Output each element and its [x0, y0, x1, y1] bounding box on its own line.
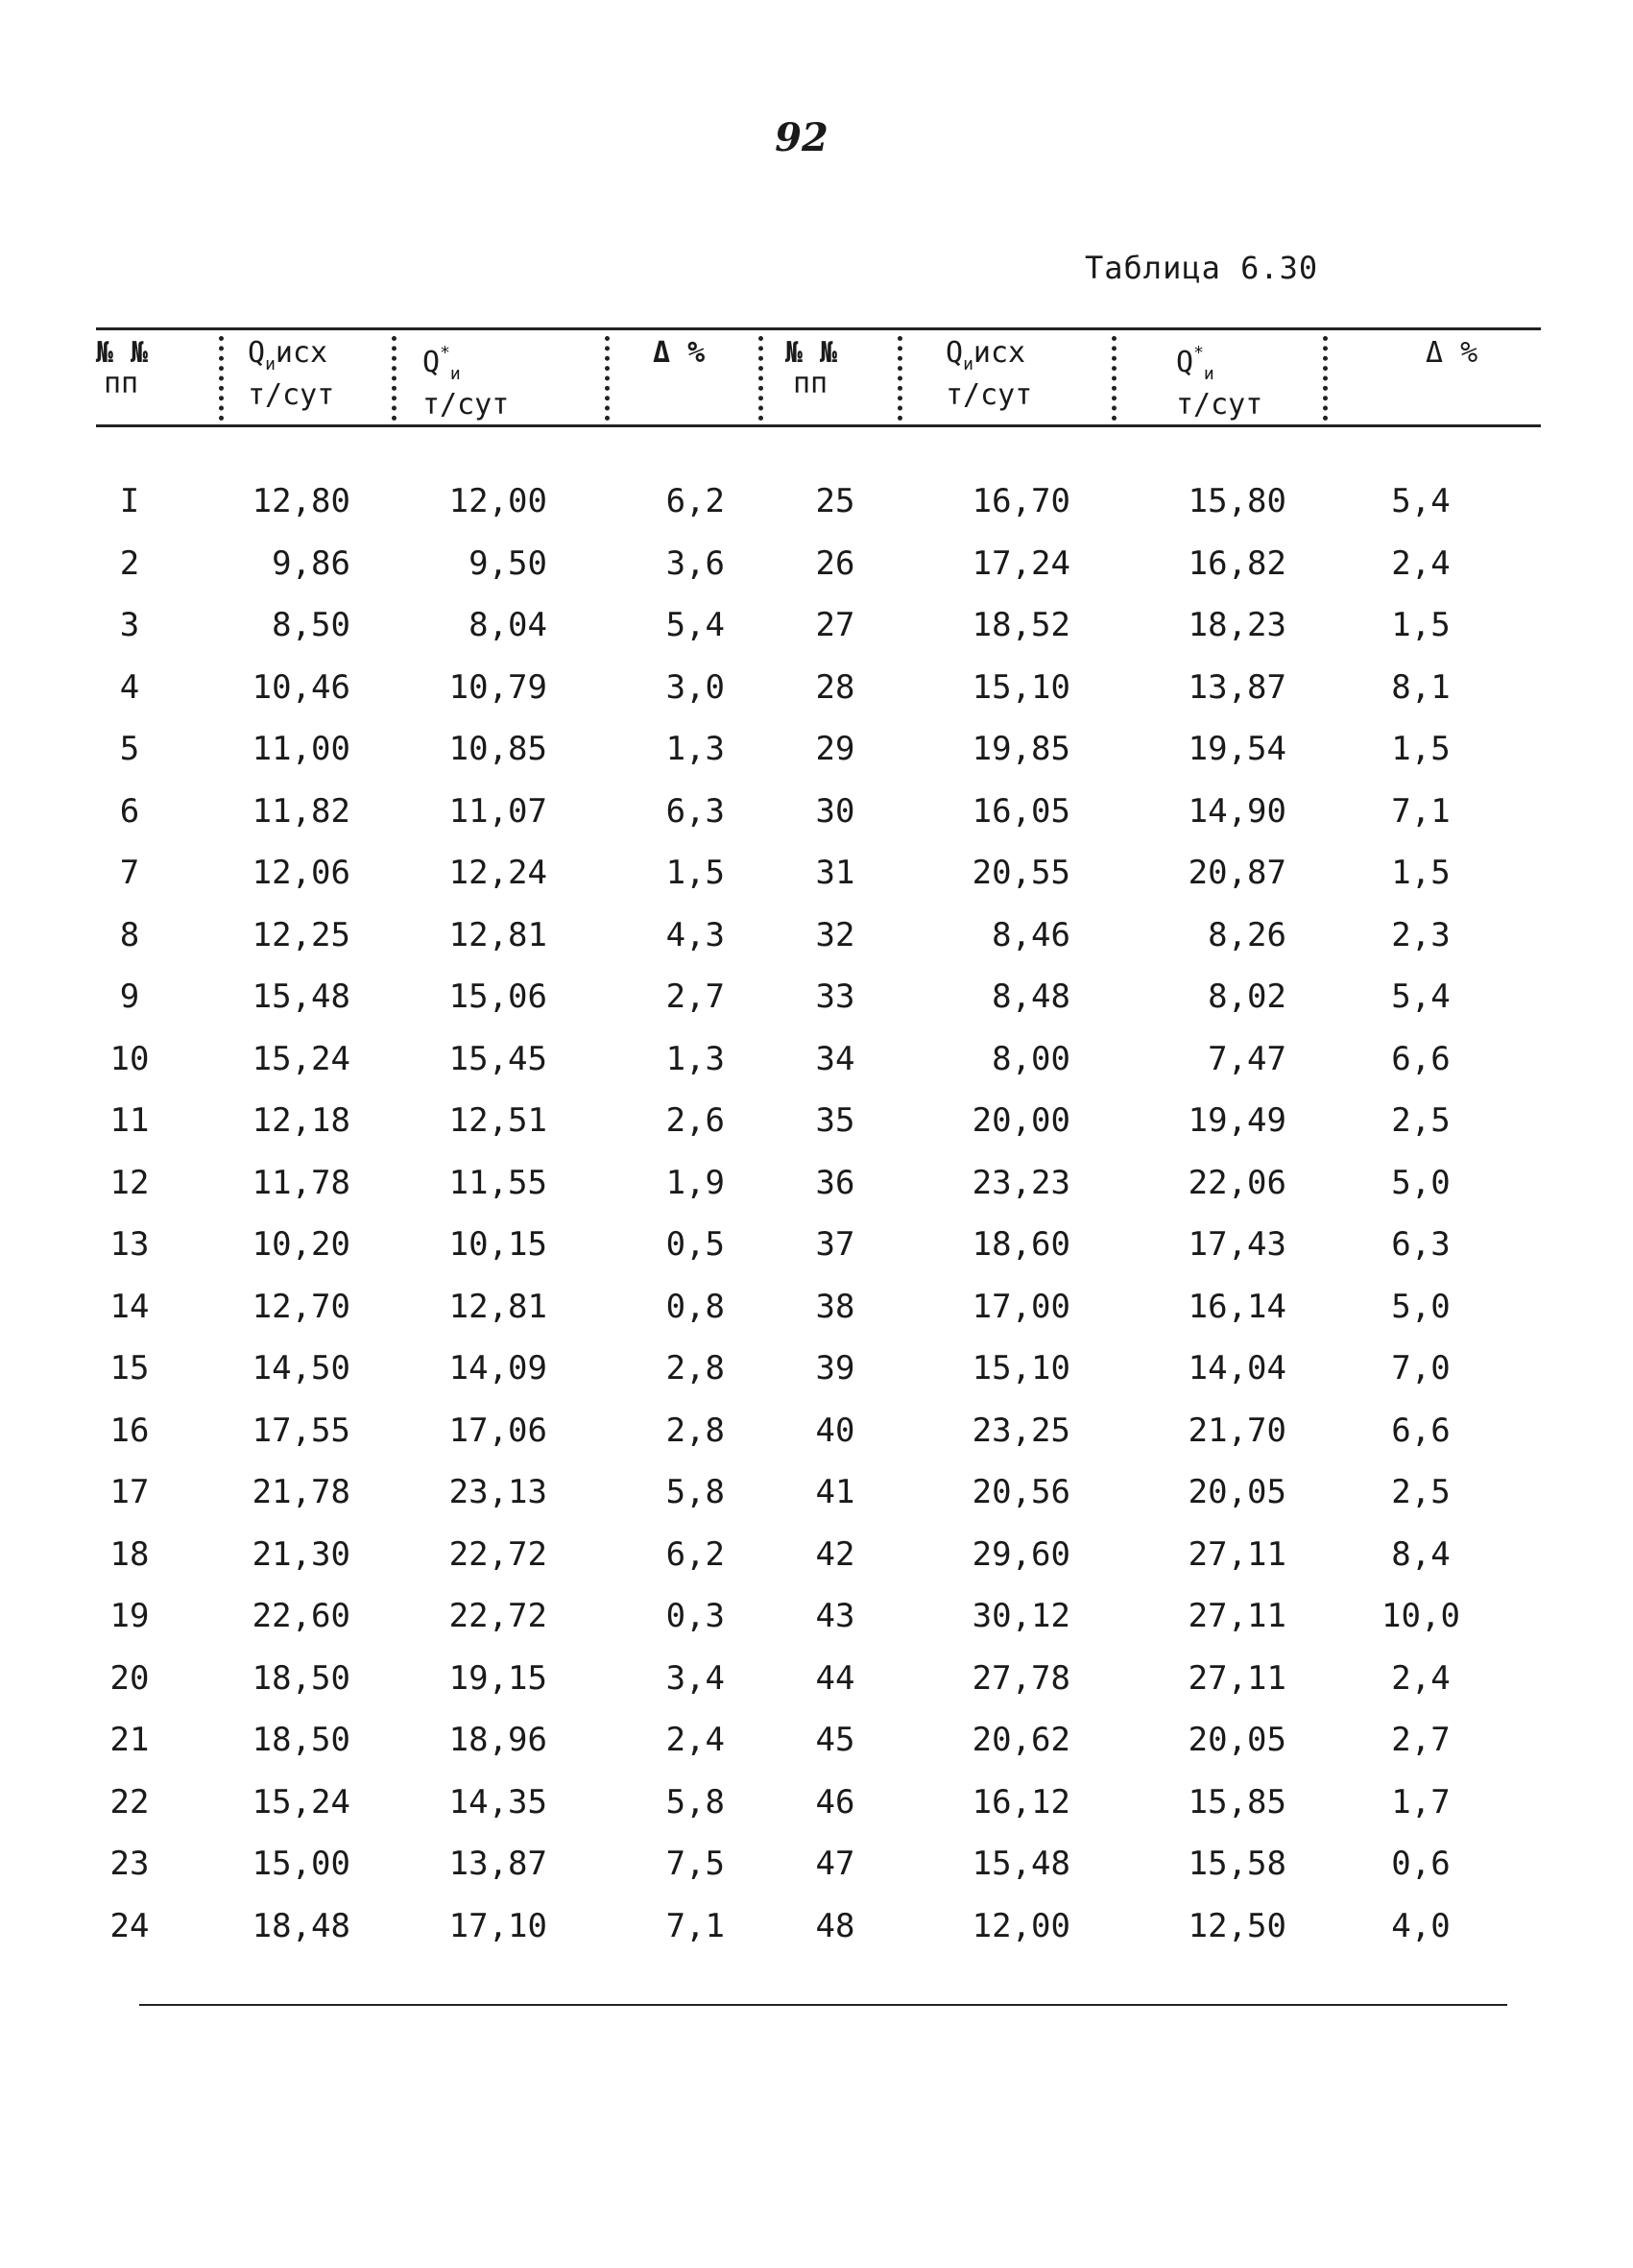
cell-q-star: 20,87 — [1188, 854, 1286, 892]
cell-row-number: 4 — [119, 667, 140, 707]
cell-q-initial: 29,60 — [972, 1534, 1070, 1574]
cell-q-initial: 20,56 — [972, 1473, 1070, 1511]
cell-q-initial: 23,25 — [972, 1411, 1070, 1450]
cell-row-number: 28 — [815, 667, 855, 707]
cell-row-number: I — [119, 482, 140, 520]
cell-row-number: 16 — [109, 1411, 150, 1450]
cell-delta: 1,9 — [665, 1163, 725, 1202]
table-row — [0, 852, 1633, 914]
cell-delta: 6,2 — [665, 1534, 725, 1574]
cell-row-number: 23 — [109, 1845, 150, 1883]
cell-delta: 5,8 — [665, 1473, 725, 1511]
table-body — [0, 480, 1633, 1966]
cell-row-number: 47 — [815, 1845, 855, 1883]
cell-row-number: 15 — [109, 1349, 150, 1387]
cell-delta: 10,0 — [1381, 1597, 1460, 1635]
cell-delta: 2,7 — [1391, 1721, 1451, 1759]
header-separator — [605, 336, 610, 421]
cell-row-number: 37 — [815, 1225, 855, 1264]
header-qs-sup: * — [1193, 343, 1204, 363]
cell-q-initial: 14,50 — [252, 1349, 350, 1387]
cell-delta: 8,4 — [1391, 1534, 1451, 1574]
cell-q-star: 27,11 — [1188, 1534, 1286, 1574]
header-q-star-right — [1176, 338, 1262, 421]
cell-q-star: 14,09 — [448, 1349, 547, 1387]
cell-q-star: 11,07 — [448, 791, 547, 831]
cell-row-number: 31 — [815, 854, 855, 892]
cell-row-number: 41 — [815, 1473, 855, 1511]
cell-row-number: 36 — [815, 1163, 855, 1202]
cell-q-initial: 18,50 — [252, 1658, 350, 1698]
cell-q-star: 27,11 — [1188, 1658, 1286, 1698]
header-q-ish-left — [248, 338, 334, 411]
cell-q-star: 22,06 — [1188, 1163, 1286, 1202]
cell-q-star: 17,10 — [448, 1906, 547, 1945]
table-row — [0, 604, 1633, 666]
header-q-unit: т/сут — [248, 378, 335, 412]
cell-q-star: 12,00 — [448, 482, 547, 520]
cell-q-initial: 21,30 — [252, 1534, 350, 1574]
cell-delta: 1,3 — [665, 730, 725, 768]
cell-q-star: 13,87 — [448, 1845, 547, 1883]
cell-row-number: 8 — [119, 915, 140, 954]
cell-q-star: 18,23 — [1188, 606, 1286, 644]
cell-q-initial: 22,60 — [252, 1597, 350, 1635]
cell-delta: 5,0 — [1391, 1287, 1451, 1326]
header-q-tail: исх — [973, 336, 1026, 370]
table-bottom-rule — [139, 2004, 1507, 2006]
cell-delta: 0,3 — [665, 1597, 725, 1635]
cell-delta: 7,5 — [665, 1845, 725, 1883]
cell-row-number: 9 — [119, 977, 140, 1016]
table-row — [0, 1905, 1633, 1967]
header-q-sub: и — [265, 354, 276, 374]
cell-row-number: 3 — [119, 606, 140, 644]
cell-q-star: 12,81 — [448, 1287, 547, 1326]
cell-q-initial: 20,00 — [972, 1101, 1070, 1140]
cell-q-star: 11,55 — [448, 1163, 547, 1202]
cell-q-initial: 15,24 — [252, 1782, 350, 1822]
cell-q-initial: 20,62 — [972, 1721, 1070, 1759]
header-delta-left — [653, 338, 705, 369]
cell-delta: 5,4 — [665, 606, 725, 644]
header-qs-symbol: Q — [422, 346, 441, 379]
cell-row-number: 38 — [815, 1287, 855, 1326]
cell-q-initial: 12,80 — [252, 482, 350, 520]
cell-delta: 8,1 — [1391, 667, 1451, 707]
table-row — [0, 1162, 1633, 1224]
cell-delta: 2,6 — [665, 1101, 725, 1140]
cell-row-number: 21 — [109, 1721, 150, 1759]
cell-q-initial: 8,48 — [992, 977, 1070, 1016]
cell-q-star: 9,50 — [468, 543, 547, 583]
header-delta-label: Δ % — [653, 336, 706, 370]
cell-delta: 7,1 — [1391, 791, 1451, 831]
cell-row-number: 11 — [109, 1101, 150, 1140]
cell-q-star: 16,82 — [1188, 543, 1286, 583]
cell-delta: 6,6 — [1391, 1411, 1451, 1450]
cell-q-initial: 8,50 — [272, 606, 350, 644]
cell-row-number: 17 — [109, 1473, 150, 1511]
header-separator — [758, 336, 763, 421]
header-qs-sup: * — [440, 343, 450, 363]
cell-row-number: 18 — [109, 1534, 150, 1574]
cell-delta: 0,6 — [1391, 1845, 1451, 1883]
cell-q-star: 15,58 — [1188, 1845, 1286, 1883]
cell-delta: 2,8 — [665, 1349, 725, 1387]
header-qs-symbol: Q — [1176, 346, 1194, 379]
cell-delta: 4,3 — [665, 915, 725, 954]
header-qs-sub: и — [1203, 364, 1214, 384]
cell-q-star: 10,15 — [448, 1225, 547, 1264]
cell-q-star: 19,54 — [1188, 730, 1286, 768]
cell-q-star: 12,81 — [448, 915, 547, 954]
cell-delta: 3,6 — [665, 543, 725, 583]
table-row — [0, 1719, 1633, 1781]
cell-delta: 2,3 — [1391, 915, 1451, 954]
cell-q-star: 19,15 — [448, 1658, 547, 1698]
cell-q-initial: 30,12 — [972, 1597, 1070, 1635]
cell-q-star: 18,96 — [448, 1721, 547, 1759]
cell-delta: 1,5 — [1391, 854, 1451, 892]
header-delta-label: Δ % — [1426, 336, 1478, 370]
cell-delta: 2,8 — [665, 1411, 725, 1450]
header-separator — [1112, 336, 1117, 421]
cell-q-star: 8,02 — [1208, 977, 1286, 1016]
cell-q-initial: 8,46 — [992, 915, 1070, 954]
cell-q-star: 14,35 — [448, 1782, 547, 1822]
cell-delta: 1,5 — [1391, 606, 1451, 644]
cell-q-star: 22,72 — [448, 1534, 547, 1574]
cell-row-number: 35 — [815, 1101, 855, 1140]
cell-q-star: 12,50 — [1188, 1906, 1286, 1945]
table-row — [0, 1471, 1633, 1533]
table-row — [0, 1595, 1633, 1657]
cell-delta: 7,1 — [665, 1906, 725, 1945]
cell-row-number: 27 — [815, 606, 855, 644]
cell-row-number: 42 — [815, 1534, 855, 1574]
cell-q-initial: 16,12 — [972, 1782, 1070, 1822]
cell-q-star: 20,05 — [1188, 1721, 1286, 1759]
cell-q-star: 23,13 — [448, 1473, 547, 1511]
cell-q-initial: 18,52 — [972, 606, 1070, 644]
header-q-unit: т/сут — [946, 378, 1033, 412]
cell-q-initial: 17,24 — [972, 543, 1070, 583]
cell-delta: 4,0 — [1391, 1906, 1451, 1945]
cell-q-initial: 15,48 — [252, 977, 350, 1016]
header-separator — [392, 336, 396, 421]
cell-q-star: 15,85 — [1188, 1782, 1286, 1822]
header-num-label: пп — [793, 367, 829, 400]
cell-q-star: 14,04 — [1188, 1349, 1286, 1387]
cell-row-number: 24 — [109, 1906, 150, 1945]
cell-row-number: 40 — [815, 1411, 855, 1450]
cell-row-number: 33 — [815, 977, 855, 1016]
table-row — [0, 976, 1633, 1038]
header-qs-sub: и — [449, 364, 461, 384]
cell-q-initial: 15,10 — [972, 1349, 1070, 1387]
cell-row-number: 25 — [815, 482, 855, 520]
table-row — [0, 1038, 1633, 1100]
table-row — [0, 1286, 1633, 1348]
cell-q-initial: 18,60 — [972, 1225, 1070, 1264]
cell-delta: 0,5 — [665, 1225, 725, 1264]
cell-delta: 3,0 — [665, 667, 725, 707]
cell-row-number: 10 — [109, 1039, 150, 1078]
cell-q-star: 10,79 — [448, 667, 547, 707]
cell-q-initial: 17,00 — [972, 1287, 1070, 1326]
cell-delta: 1,5 — [665, 854, 725, 892]
cell-q-star: 14,90 — [1188, 791, 1286, 831]
cell-q-initial: 15,48 — [972, 1845, 1070, 1883]
table-row — [0, 1533, 1633, 1596]
table-header-rule — [96, 424, 1541, 427]
cell-q-initial: 16,05 — [972, 791, 1070, 831]
cell-delta: 2,5 — [1391, 1473, 1451, 1511]
cell-q-star: 10,85 — [448, 730, 547, 768]
cell-q-star: 8,26 — [1208, 915, 1286, 954]
header-qs-unit: т/сут — [1176, 388, 1263, 422]
cell-q-star: 8,04 — [468, 606, 547, 644]
table-row — [0, 1410, 1633, 1472]
cell-row-number: 13 — [109, 1225, 150, 1264]
cell-row-number: 45 — [815, 1721, 855, 1759]
cell-q-initial: 20,55 — [972, 854, 1070, 892]
cell-q-initial: 12,70 — [252, 1287, 350, 1326]
table-row — [0, 790, 1633, 853]
cell-q-star: 16,14 — [1188, 1287, 1286, 1326]
table-row — [0, 1781, 1633, 1844]
cell-q-initial: 17,55 — [252, 1411, 350, 1450]
cell-row-number: 12 — [109, 1163, 150, 1202]
header-num-left — [96, 338, 148, 399]
table-row — [0, 1099, 1633, 1162]
cell-q-star: 21,70 — [1188, 1411, 1286, 1450]
cell-delta: 2,4 — [1391, 1658, 1451, 1698]
cell-q-star: 15,06 — [448, 977, 547, 1016]
cell-q-initial: 19,85 — [972, 730, 1070, 768]
table-row — [0, 728, 1633, 790]
cell-row-number: 22 — [109, 1782, 150, 1822]
cell-q-star: 20,05 — [1188, 1473, 1286, 1511]
header-q-star-left — [422, 338, 509, 421]
cell-q-initial: 23,23 — [972, 1163, 1070, 1202]
table-row — [0, 480, 1633, 543]
cell-row-number: 7 — [119, 854, 140, 892]
cell-row-number: 46 — [815, 1782, 855, 1822]
cell-delta: 1,5 — [1391, 730, 1451, 768]
header-num-label: пп — [104, 367, 139, 400]
cell-row-number: 30 — [815, 791, 855, 831]
cell-row-number: 6 — [119, 791, 140, 831]
header-num-symbol: № № — [785, 336, 838, 370]
cell-q-initial: 12,18 — [252, 1101, 350, 1140]
cell-delta: 2,7 — [665, 977, 725, 1016]
cell-delta: 6,3 — [665, 791, 725, 831]
header-num-right — [785, 338, 837, 399]
cell-q-initial: 15,00 — [252, 1845, 350, 1883]
cell-delta: 7,0 — [1391, 1349, 1451, 1387]
cell-q-star: 22,72 — [448, 1597, 547, 1635]
header-q-tail: исх — [275, 336, 328, 370]
header-separator — [898, 336, 902, 421]
cell-row-number: 32 — [815, 915, 855, 954]
cell-q-star: 12,24 — [448, 854, 547, 892]
cell-q-star: 27,11 — [1188, 1597, 1286, 1635]
cell-delta: 6,3 — [1391, 1225, 1451, 1264]
cell-row-number: 20 — [109, 1658, 150, 1698]
cell-q-initial: 11,78 — [252, 1163, 350, 1202]
header-separator — [219, 336, 224, 421]
cell-row-number: 19 — [109, 1597, 150, 1635]
cell-delta: 5,4 — [1391, 977, 1451, 1016]
table-row — [0, 1843, 1633, 1905]
table-row — [0, 543, 1633, 605]
header-q-ish-right — [946, 338, 1032, 411]
table-row — [0, 1657, 1633, 1720]
cell-row-number: 43 — [815, 1597, 855, 1635]
page-number: 92 — [775, 115, 829, 160]
cell-delta: 1,7 — [1391, 1782, 1451, 1822]
table-row — [0, 1223, 1633, 1286]
cell-delta: 5,0 — [1391, 1163, 1451, 1202]
cell-row-number: 48 — [815, 1906, 855, 1945]
cell-q-initial: 15,10 — [972, 667, 1070, 707]
table-caption: Таблица 6.30 — [1085, 250, 1319, 286]
cell-row-number: 44 — [815, 1658, 855, 1698]
header-qs-unit: т/сут — [422, 388, 510, 422]
cell-delta: 6,2 — [665, 482, 725, 520]
header-separator — [1323, 336, 1328, 421]
cell-delta: 3,4 — [665, 1658, 725, 1698]
cell-row-number: 39 — [815, 1349, 855, 1387]
cell-row-number: 14 — [109, 1287, 150, 1326]
cell-q-initial: 21,78 — [252, 1473, 350, 1511]
cell-q-star: 15,45 — [448, 1039, 547, 1078]
cell-delta: 5,8 — [665, 1782, 725, 1822]
table-row — [0, 914, 1633, 977]
cell-q-star: 17,06 — [448, 1411, 547, 1450]
cell-q-initial: 8,00 — [992, 1039, 1070, 1078]
cell-q-initial: 12,06 — [252, 854, 350, 892]
header-q-symbol: Q — [248, 336, 266, 370]
cell-delta: 5,4 — [1391, 482, 1451, 520]
header-delta-right — [1426, 338, 1477, 369]
cell-q-initial: 10,46 — [252, 667, 350, 707]
cell-delta: 0,8 — [665, 1287, 725, 1326]
cell-delta: 2,4 — [1391, 543, 1451, 583]
cell-q-initial: 9,86 — [272, 543, 350, 583]
cell-row-number: 26 — [815, 543, 855, 583]
header-num-symbol: № № — [96, 336, 149, 370]
cell-q-initial: 12,25 — [252, 915, 350, 954]
cell-q-star: 13,87 — [1188, 667, 1286, 707]
table-top-rule — [96, 327, 1541, 330]
cell-delta: 6,6 — [1391, 1039, 1451, 1078]
cell-q-star: 17,43 — [1188, 1225, 1286, 1264]
cell-row-number: 34 — [815, 1039, 855, 1078]
cell-q-initial: 15,24 — [252, 1039, 350, 1078]
cell-delta: 2,5 — [1391, 1101, 1451, 1140]
table-row — [0, 666, 1633, 729]
cell-q-initial: 18,50 — [252, 1721, 350, 1759]
cell-q-initial: 27,78 — [972, 1658, 1070, 1698]
header-q-symbol: Q — [946, 336, 964, 370]
cell-row-number: 2 — [119, 543, 140, 583]
cell-q-star: 7,47 — [1208, 1039, 1286, 1078]
cell-delta: 1,3 — [665, 1039, 725, 1078]
cell-q-initial: 16,70 — [972, 482, 1070, 520]
cell-delta: 2,4 — [665, 1721, 725, 1759]
cell-row-number: 5 — [119, 730, 140, 768]
cell-q-initial: 10,20 — [252, 1225, 350, 1264]
table-row — [0, 1347, 1633, 1410]
cell-q-star: 12,51 — [448, 1101, 547, 1140]
cell-q-initial: 11,00 — [252, 730, 350, 768]
cell-row-number: 29 — [815, 730, 855, 768]
cell-q-star: 19,49 — [1188, 1101, 1286, 1140]
cell-q-initial: 11,82 — [252, 791, 350, 831]
cell-q-star: 15,80 — [1188, 482, 1286, 520]
header-q-sub: и — [963, 354, 973, 374]
cell-q-initial: 12,00 — [972, 1906, 1070, 1945]
cell-q-initial: 18,48 — [252, 1906, 350, 1945]
